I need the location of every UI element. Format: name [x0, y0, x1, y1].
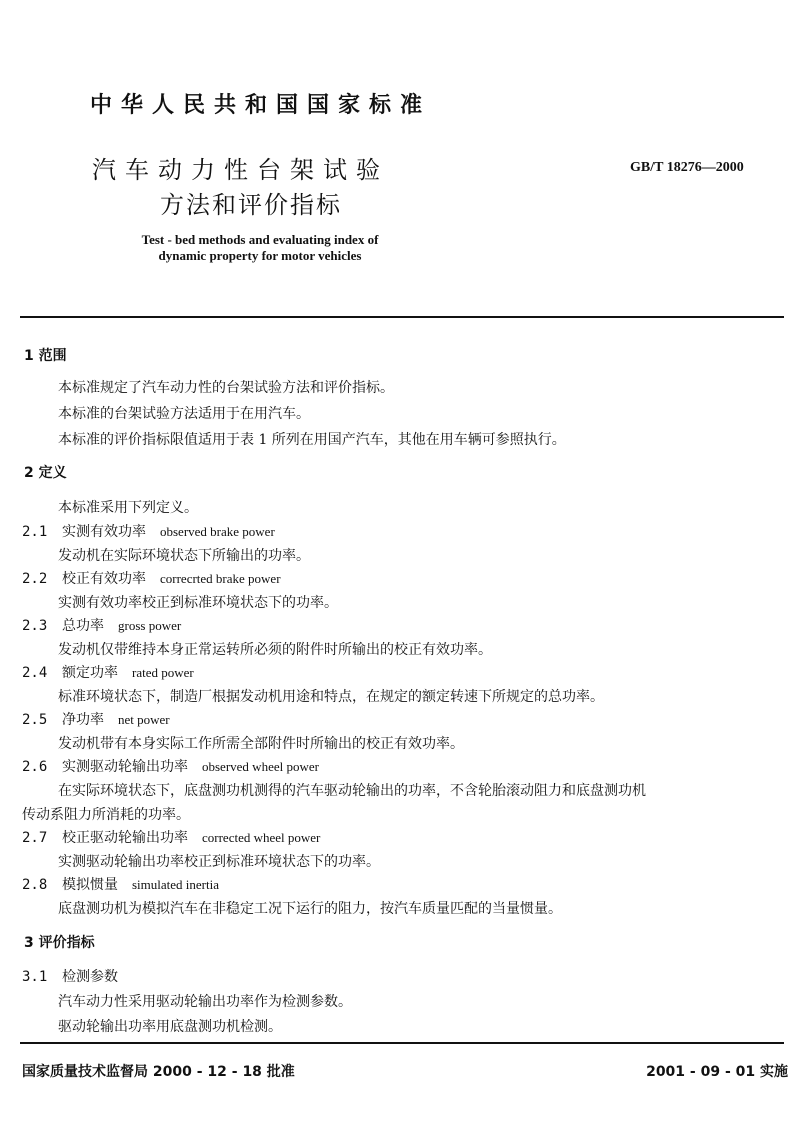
- top-divider: [20, 316, 784, 318]
- term-english: observed brake power: [160, 524, 275, 539]
- term-english: rated power: [132, 665, 194, 680]
- clause-number: 2.4: [22, 665, 48, 681]
- definition-term-line: [22, 827, 320, 847]
- term-english: gross power: [118, 618, 182, 633]
- clause-number: 2.1: [22, 524, 48, 540]
- clause-number: 2.3: [22, 618, 48, 634]
- term-chinese: 实测有效功率: [62, 524, 146, 540]
- definition-term-line: [22, 756, 319, 776]
- definition-text: 底盘测功机为模拟汽车在非稳定工况下运行的阻力，按汽车质量匹配的当量惯量。: [58, 901, 562, 917]
- term-chinese: 校正驱动轮输出功率: [62, 830, 188, 846]
- english-title-line-2: dynamic property for motor vehicles: [158, 248, 362, 263]
- definition-text: 实测有效功率校正到标准环境状态下的功率。: [58, 595, 338, 611]
- term-english: net power: [118, 712, 170, 727]
- term-chinese: 模拟惯量: [62, 877, 118, 893]
- section-1-paragraph: 本标准的评价指标限值适用于表 1 所列在用国产汽车，其他在用车辆可参照执行。: [58, 432, 566, 448]
- title-line-1: 汽车动力性台架试验: [92, 156, 389, 184]
- definition-term-line: [22, 709, 170, 729]
- term-chinese: 校正有效功率: [62, 571, 146, 587]
- definition-text: 发动机带有本身实际工作所需全部附件时所输出的校正有效功率。: [58, 736, 464, 752]
- definition-text: 发动机在实际环境状态下所输出的功率。: [58, 548, 310, 564]
- approval-line: 国家质量技术监督局 2000 - 12 - 18 批准: [22, 1064, 295, 1080]
- definition-term-line: [22, 568, 281, 588]
- term-english: correcrted brake power: [160, 571, 281, 586]
- section-3-paragraph: 驱动轮输出功率用底盘测功机检测。: [58, 1019, 282, 1035]
- definition-term-line: [22, 874, 219, 894]
- term-chinese: 额定功率: [62, 665, 118, 681]
- definition-text: 发动机仅带维持本身正常运转所必须的附件时所输出的校正有效功率。: [58, 642, 492, 658]
- clause-number: 2.2: [22, 571, 48, 587]
- english-title-line-1: Test - bed methods and evaluating index of: [141, 232, 379, 247]
- definition-text: 标准环境状态下，制造厂根据发动机用途和特点，在规定的额定转速下所规定的总功率。: [58, 689, 604, 705]
- subsection-heading: [22, 966, 118, 986]
- clause-number: 2.8: [22, 877, 48, 893]
- term-chinese: 实测驱动轮输出功率: [62, 759, 188, 775]
- term-english: corrected wheel power: [202, 830, 321, 845]
- definition-text: 实测驱动轮输出功率校正到标准环境状态下的功率。: [58, 854, 380, 870]
- clause-number: 2.5: [22, 712, 48, 728]
- clause-number: 2.7: [22, 830, 48, 846]
- standard-code: GB/T 18276—2000: [630, 160, 744, 175]
- section-3-paragraph: 汽车动力性采用驱动轮输出功率作为检测参数。: [58, 994, 352, 1010]
- term-english: simulated inertia: [132, 877, 220, 892]
- section-1-paragraph: 本标准的台架试验方法适用于在用汽车。: [58, 406, 310, 422]
- title-line-2: 方法和评价指标: [160, 191, 342, 219]
- term-chinese: 总功率: [62, 618, 104, 634]
- section-1-paragraph: 本标准规定了汽车动力性的台架试验方法和评价指标。: [58, 380, 394, 396]
- section-1-heading: 1 范围: [24, 348, 67, 364]
- section-2-heading: 2 定义: [24, 465, 67, 481]
- definition-term-line: [22, 662, 194, 682]
- section-2-intro: 本标准采用下列定义。: [58, 500, 198, 516]
- clause-number: 2.6: [22, 759, 48, 775]
- section-3-heading: 3 评价指标: [24, 935, 95, 951]
- term-chinese: 净功率: [62, 712, 104, 728]
- issuing-organization: 中华人民共和国国家标准: [90, 93, 432, 118]
- definition-text: 在实际环境状态下，底盘测功机测得的汽车驱动轮输出的功率，不含轮胎滚动阻力和底盘测功机: [58, 783, 646, 799]
- term-english: observed wheel power: [202, 759, 319, 774]
- definition-term-line: [22, 615, 181, 635]
- definition-text-continued: 传动系阻力所消耗的功率。: [22, 807, 190, 823]
- bottom-divider: [20, 1042, 784, 1044]
- definition-term-line: [22, 521, 275, 541]
- effective-date: 2001 - 09 - 01 实施: [646, 1064, 788, 1080]
- clause-number: 3.1: [22, 969, 48, 985]
- subsection-title: 检测参数: [62, 969, 118, 985]
